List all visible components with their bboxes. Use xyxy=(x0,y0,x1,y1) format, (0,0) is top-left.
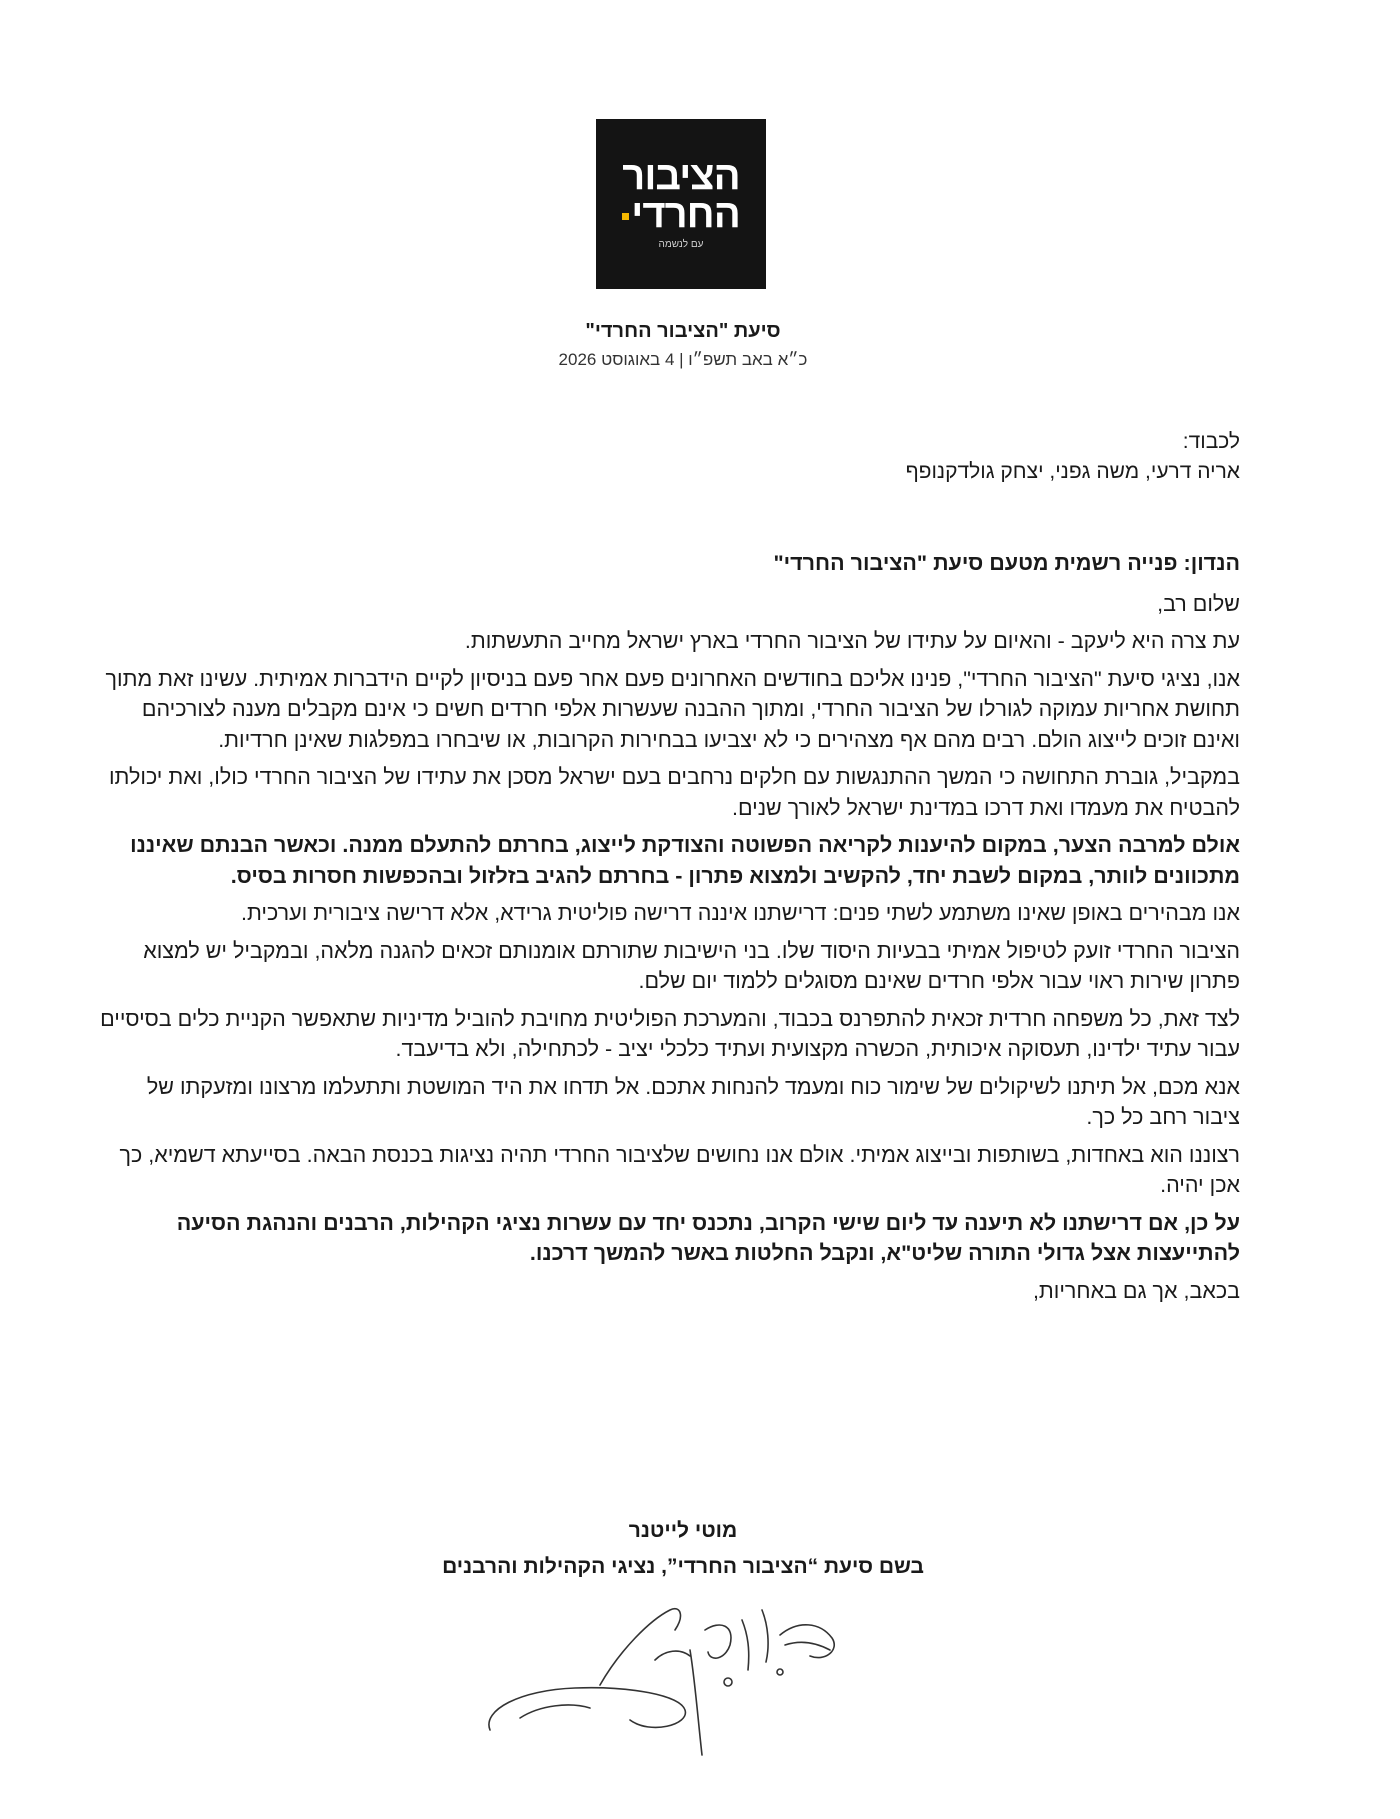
paragraph-2: אנו, נציגי סיעת "הציבור החרדי", פנינו אליכם בחודשים האחרונים פעם אחר פעם בניסיון לקיים הידברות אמיתית. עשינו זאת מתוך תחושת אחריות עמוקה לגורלו של הציבור החרדי, ומתוך ההבנה שעשרות אלפי חרדים חשים כי אינם מקבלים מענה לצורכיהם ואינם זוכים לייצוג הולם. רבים מהם אף מצהירים כי לא יצביעו בבחירות הקרובות, או שיבחרו במפלגות שאינן חרדיות. xyxy=(105,666,1240,752)
organization-name: סיעת "הציבור החרדי" xyxy=(585,320,781,342)
handwritten-signature xyxy=(480,1590,860,1760)
paragraph-1: עת צרה היא ליעקב - והאיום על עתידו של הציבור החרדי בארץ ישראל מחייב התעשתות. xyxy=(464,629,1240,653)
letter-date: כ״א באב תשפ״ו | 4 באוגוסט 2026 xyxy=(558,350,808,369)
paragraph-5: אנו מבהירים באופן שאינו משתמע לשתי פנים: דרישתנו איננה דרישה פוליטית גרידא, אלא דרישה ציבורית וערכית. xyxy=(241,901,1240,925)
paragraph-6: הציבור החרדי זועק לטיפול אמיתי בבעיות היסוד שלו. בני הישיבות שתורתם אומנותם זכאים להגנה מלאה, ובמקביל יש למצוא פתרון שירות ראוי עבור אלפי חרדים שאינם מסוגלים ללמוד יום שלם. xyxy=(143,938,1240,993)
party-logo xyxy=(596,119,766,289)
logo-line-1: הציבור xyxy=(622,154,740,198)
logo-wordmark xyxy=(596,154,766,236)
paragraph-3: במקביל, גוברת התחושה כי המשך ההתנגשות עם חלקים נרחבים בעם ישראל מסכן את עתידו של הציבור החרדי כולו, ואת יכולתו להבטיח את מעמדו ואת דרכו במדינת ישראל לאורך שנים. xyxy=(108,765,1240,820)
paragraph-7: לצד זאת, כל משפחה חרדית זכאית להתפרנס בכבוד, והמערכת הפוליטית מחויבת להוביל מדיניות שתאפשר הקניית כלים בסיסיים עבור עתיד ילדינו, תעסוקה איכותית, הכשרה מקצועית ועתיד כלכלי יציב - לכתחילה, ולא בדיעבד. xyxy=(100,1006,1240,1061)
logo-tagline: עם לנשמה xyxy=(658,239,704,250)
paragraph-4: אולם למרבה הצער, במקום להיענות לקריאה הפשוטה והצודקת לייצוג, בחרתם להתעלם ממנה. וכאשר הבנתם שאיננו מתכוונים לוותר, במקום לשבת יחד, להקשיב ולמצוא פתרון - בחרתם להגיב בזלזול ובהכפשות חסרות בסיס. xyxy=(130,833,1240,888)
letter-closing: בכאב, אך גם באחריות, xyxy=(1032,1278,1240,1303)
letter-subject: הנדון: פנייה רשמית מטעם סיעת "הציבור החרדי" xyxy=(773,551,1240,575)
signer-name: מוטי לייטנר xyxy=(628,1519,738,1542)
recipient-label: לכבוד: xyxy=(1182,430,1240,453)
paragraph-9: רצוננו הוא באחדות, בשותפות ובייצוג אמיתי. אולם אנו נחושים שלציבור החרדי תהיה נציגות בכנסת הבאה. בסייעתא דשמיא, כך אכן יהיה. xyxy=(119,1142,1240,1197)
paragraph-10: על כן, אם דרישתנו לא תיענה עד ליום שישי הקרוב, נתכנס יחד עם עשרות נציגי הקהילות, הרבנים והנהגת הסיעה להתייעצות אצל גדולי התורה שליט"א, ונקבל החלטות באשר להמשך דרכנו. xyxy=(176,1210,1240,1265)
letter-greeting: שלום רב, xyxy=(1157,591,1240,616)
letter-body xyxy=(100,548,1240,1313)
logo-line-2: החרדי xyxy=(596,195,766,233)
paragraph-8: אנא מכם, אל תיתנו לשיקולים של שימור כוח ומעמד להנחות אתכם. אל תדחו את היד המושטת ותתעלמו מרצונו ומזעקתו של ציבור רחב כל כך. xyxy=(146,1074,1240,1129)
recipient-names: אריה דרעי, משה גפני, יצחק גולדקנופף xyxy=(905,460,1240,483)
logo-yellow-dot-icon xyxy=(622,213,629,220)
signer-title: בשם סיעת “הציבור החרדי”, נציגי הקהילות והרבנים xyxy=(442,1555,924,1578)
